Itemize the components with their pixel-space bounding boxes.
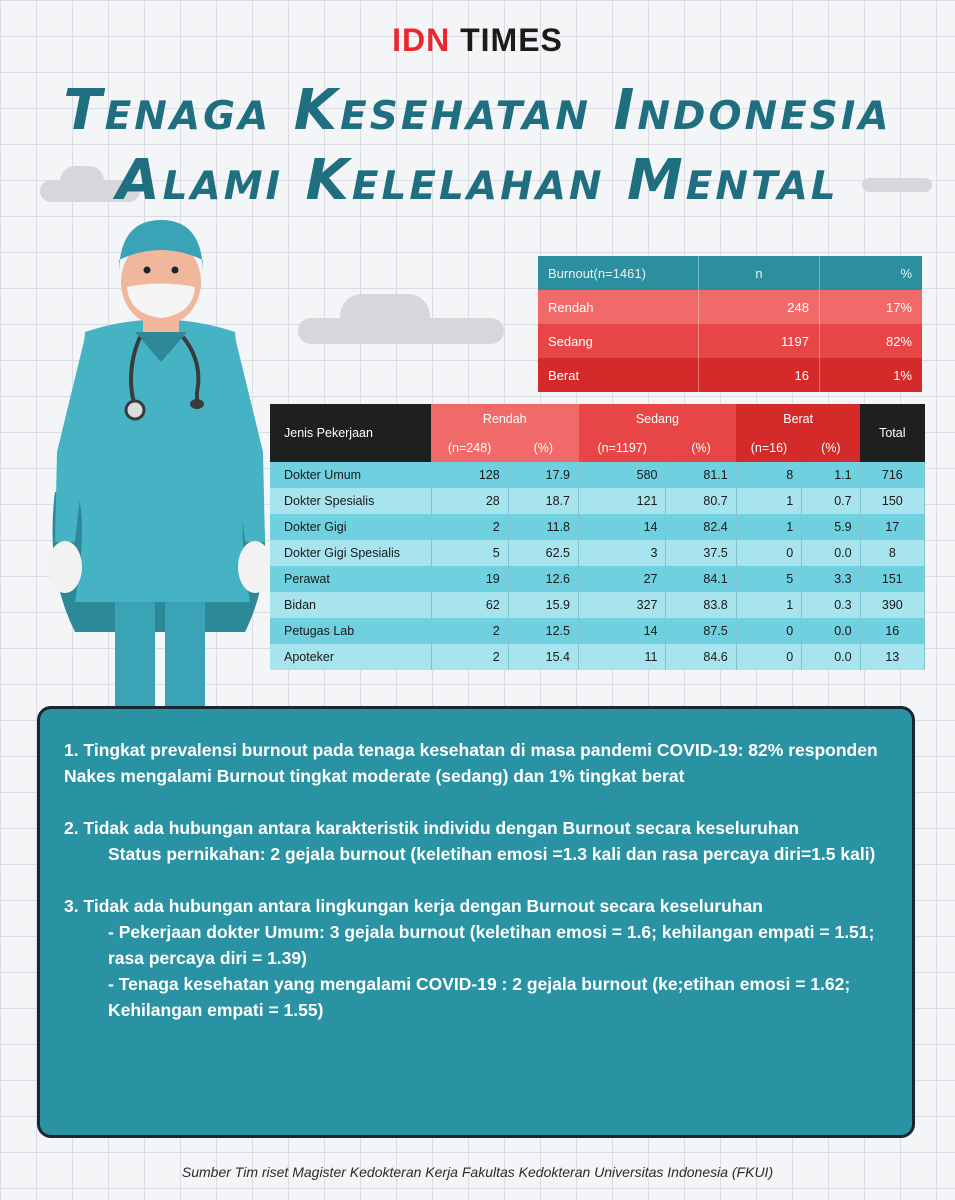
value-cell: 81.1 (666, 462, 736, 488)
value-cell: 150 (860, 488, 924, 514)
job-name-cell: Dokter Gigi (270, 514, 431, 540)
value-cell: 12.6 (508, 566, 578, 592)
value-cell: 80.7 (666, 488, 736, 514)
value-cell: 0.7 (802, 488, 860, 514)
value-cell: 5 (736, 566, 801, 592)
job-name-cell: Bidan (270, 592, 431, 618)
value-cell: 62 (431, 592, 508, 618)
summary-label: Sedang (538, 324, 699, 358)
table-row (270, 488, 925, 514)
title-line-2: Alami Kelelahan Mental (116, 148, 839, 213)
findings-box (37, 706, 915, 1138)
title-line-1: Tenaga Kesehatan Indonesia (63, 78, 892, 143)
summary-label: Berat (538, 358, 699, 392)
source-note: Sumber Tim riset Magister Kedokteran Kerja Fakultas Kedokteran Universitas Indonesia (FKUI) (181, 1164, 774, 1180)
value-cell: 87.5 (666, 618, 736, 644)
value-cell: 84.6 (666, 644, 736, 670)
value-cell: 8 (860, 540, 924, 566)
value-cell: 0 (736, 644, 801, 670)
value-cell: 15.9 (508, 592, 578, 618)
sub-header: (%) (802, 433, 860, 462)
value-cell: 2 (431, 514, 508, 540)
summary-row-berat (538, 358, 922, 392)
job-name-cell: Dokter Spesialis (270, 488, 431, 514)
summary-header-n: n (699, 256, 820, 290)
jobs-header-row-1 (270, 404, 925, 433)
cloud-middle-top (340, 294, 430, 338)
value-cell: 16 (860, 618, 924, 644)
job-name-cell: Perawat (270, 566, 431, 592)
summary-pct: 17% (820, 290, 923, 324)
value-cell: 8 (736, 462, 801, 488)
table-row (270, 644, 925, 670)
value-cell: 17 (860, 514, 924, 540)
value-cell: 37.5 (666, 540, 736, 566)
value-cell: 121 (579, 488, 666, 514)
value-cell: 11 (579, 644, 666, 670)
value-cell: 12.5 (508, 618, 578, 644)
value-cell: 1 (736, 514, 801, 540)
table-row (270, 592, 925, 618)
summary-header-pct: % (820, 256, 923, 290)
summary-row-rendah (538, 290, 922, 324)
summary-label: Rendah (538, 290, 699, 324)
value-cell: 1.1 (802, 462, 860, 488)
value-cell: 716 (860, 462, 924, 488)
value-cell: 27 (579, 566, 666, 592)
value-cell: 3 (579, 540, 666, 566)
value-cell: 18.7 (508, 488, 578, 514)
value-cell: 17.9 (508, 462, 578, 488)
summary-n: 248 (699, 290, 820, 324)
value-cell: 0.0 (802, 644, 860, 670)
value-cell: 0 (736, 618, 801, 644)
finding-2-detail: Status pernikahan: 2 gejala burnout (keletihan emosi =1.3 kali dan rasa percaya diri=1.5 kali) (108, 844, 876, 864)
header-rendah: Rendah (431, 404, 579, 433)
value-cell: 1 (736, 488, 801, 514)
table-row (270, 514, 925, 540)
header-jenis-pekerjaan: Jenis Pekerjaan (270, 404, 431, 462)
sub-header: (%) (666, 433, 736, 462)
sub-header: (%) (508, 433, 578, 462)
summary-n: 16 (699, 358, 820, 392)
value-cell: 14 (579, 514, 666, 540)
finding-2-heading: 2. Tidak ada hubungan antara karakteristik individu dengan Burnout secara keseluruhan (64, 818, 799, 838)
job-name-cell: Petugas Lab (270, 618, 431, 644)
value-cell: 0.3 (802, 592, 860, 618)
finding-3-item-2: - Tenaga kesehatan yang mengalami COVID-19 : 2 gejala burnout (ke;etihan emosi = 1.62; Kehilangan empati = 1.55) (108, 974, 851, 1020)
value-cell: 84.1 (666, 566, 736, 592)
finding-3 (64, 893, 888, 1023)
value-cell: 5 (431, 540, 508, 566)
value-cell: 82.4 (666, 514, 736, 540)
header-berat: Berat (736, 404, 860, 433)
header-sedang: Sedang (579, 404, 737, 433)
finding-2 (64, 815, 888, 867)
value-cell: 11.8 (508, 514, 578, 540)
value-cell: 13 (860, 644, 924, 670)
value-cell: 0 (736, 540, 801, 566)
value-cell: 0.0 (802, 540, 860, 566)
value-cell: 390 (860, 592, 924, 618)
summary-row-sedang (538, 324, 922, 358)
job-name-cell: Dokter Umum (270, 462, 431, 488)
value-cell: 2 (431, 618, 508, 644)
value-cell: 28 (431, 488, 508, 514)
sub-header: (n=16) (736, 433, 801, 462)
idn-times-logo (0, 22, 955, 59)
finding-1: 1. Tingkat prevalensi burnout pada tenaga kesehatan di masa pandemi COVID-19: 82% responden Nakes mengalami Burnout tingkat moderate (sedang) dan 1% tingkat berat (64, 740, 878, 786)
value-cell: 128 (431, 462, 508, 488)
logo-idn: IDN (392, 22, 451, 58)
value-cell: 151 (860, 566, 924, 592)
value-cell: 0.0 (802, 618, 860, 644)
summary-pct: 82% (820, 324, 923, 358)
finding-3-heading: 3. Tidak ada hubungan antara lingkungan kerja dengan Burnout secara keseluruhan (64, 896, 763, 916)
table-row (270, 566, 925, 592)
value-cell: 1 (736, 592, 801, 618)
table-row (270, 540, 925, 566)
value-cell: 580 (579, 462, 666, 488)
job-burnout-table (270, 404, 925, 670)
burnout-summary-table (538, 256, 922, 392)
summary-pct: 1% (820, 358, 923, 392)
header-total: Total (860, 404, 924, 462)
summary-header-label: Burnout(n=1461) (538, 256, 699, 290)
table-row (270, 462, 925, 488)
finding-3-item-1: - Pekerjaan dokter Umum: 3 gejala burnout (keletihan emosi = 1.6; kehilangan empati = 1.51; rasa percaya diri = 1.39) (108, 922, 875, 968)
logo-times: TIMES (460, 22, 563, 58)
jobs-table-body (270, 462, 925, 670)
health-worker-illustration (35, 212, 285, 707)
table-row (270, 618, 925, 644)
job-name-cell: Apoteker (270, 644, 431, 670)
value-cell: 19 (431, 566, 508, 592)
value-cell: 83.8 (666, 592, 736, 618)
summary-n: 1197 (699, 324, 820, 358)
summary-header-row (538, 256, 922, 290)
sub-header: (n=1197) (579, 433, 666, 462)
value-cell: 3.3 (802, 566, 860, 592)
value-cell: 327 (579, 592, 666, 618)
value-cell: 14 (579, 618, 666, 644)
value-cell: 62.5 (508, 540, 578, 566)
job-name-cell: Dokter Gigi Spesialis (270, 540, 431, 566)
sub-header: (n=248) (431, 433, 508, 462)
value-cell: 2 (431, 644, 508, 670)
value-cell: 5.9 (802, 514, 860, 540)
value-cell: 15.4 (508, 644, 578, 670)
